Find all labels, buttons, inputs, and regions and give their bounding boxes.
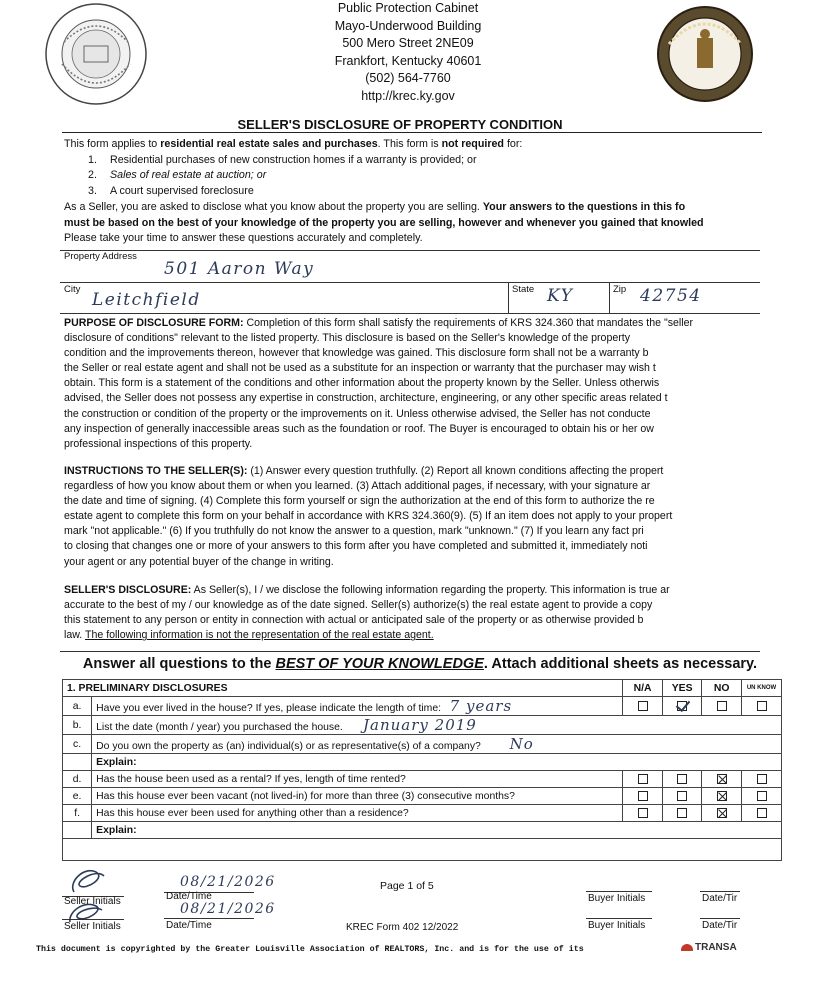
- section-title: 1. PRELIMINARY DISCLOSURES: [63, 680, 623, 697]
- table-row: [63, 805, 782, 822]
- question-cell: Have you ever lived in the house? If yes, please indicate the length of time: 7 years: [92, 697, 623, 716]
- agency-line: Public Protection Cabinet: [337, 1, 479, 15]
- checkbox-yes[interactable]: [662, 771, 702, 788]
- explain-field[interactable]: Explain:: [92, 822, 782, 839]
- commonwealth-of-kentucky-seal-icon: [655, 4, 755, 104]
- intro-line: must be based on the best of your knowledge of the property you are selling, however and whenever you gained that knowled: [64, 216, 704, 229]
- divider: [700, 891, 740, 892]
- copyright-notice: This document is copyrighted by the Greater Louisville Association of REALTORS, Inc. and is for the use of its: [36, 945, 584, 954]
- table-row: [63, 771, 782, 788]
- question-cell: Has this house ever been vacant (not lived-in) for more than three (3) consecutive months?: [92, 788, 623, 805]
- divider: [62, 919, 124, 920]
- preliminary-disclosures-table: [62, 679, 782, 861]
- question-cell: Do you own the property as (an) individual(s) or as representative(s) of a company? No: [92, 735, 782, 754]
- question-cell: Has the house been used as a rental? If yes, length of time rented?: [92, 771, 623, 788]
- checkbox-unknown[interactable]: [742, 771, 782, 788]
- city-label: City: [64, 284, 81, 295]
- date-time-label: Date/Time: [166, 891, 212, 902]
- agency-address-block: [290, 0, 526, 106]
- divider: [164, 918, 254, 919]
- row-letter: b.: [63, 716, 92, 735]
- answer-field[interactable]: 7 years: [449, 697, 513, 715]
- table-row: [63, 697, 782, 716]
- purpose-line: the construction or condition of the property or the improvements on it. Unless otherwise advised, the Seller has not conducte: [64, 407, 651, 420]
- table-row: [63, 822, 782, 839]
- agency-line: Mayo-Underwood Building: [334, 18, 482, 33]
- intro-line: This form applies to residential real estate sales and purchases. This form is not required for:: [64, 138, 523, 150]
- answer-field[interactable]: No: [509, 735, 534, 753]
- purpose-line: the Seller or real estate agent and shall not be used as a substitute for an inspection or warranty that the purchaser may wish t: [64, 362, 656, 375]
- checkbox-na[interactable]: [623, 771, 663, 788]
- divider: [62, 132, 762, 133]
- instructions-line: your agent or any potential buyer of the change in writing.: [64, 555, 334, 568]
- checkbox-na[interactable]: [623, 697, 663, 716]
- checkbox-unknown[interactable]: [742, 805, 782, 822]
- agency-line: 500 Mero Street 2NE09: [342, 36, 474, 51]
- answer-heading: Answer all questions to the BEST OF YOUR KNOWLEDGE. Attach additional sheets as necessary.: [82, 656, 758, 672]
- answer-field[interactable]: January 2019: [363, 716, 477, 734]
- checkbox-yes[interactable]: [662, 697, 702, 716]
- table-header-row: [63, 680, 782, 697]
- intro-line: Please take your time to answer these questions accurately and completely.: [64, 232, 423, 245]
- seller-initials-label: Seller Initials: [64, 921, 121, 932]
- table-row: [63, 839, 782, 861]
- exemption-list: [64, 153, 764, 200]
- seller-initials-label: Seller Initials: [64, 896, 121, 907]
- state-label: State: [512, 284, 535, 295]
- table-row: [63, 788, 782, 805]
- divider: [700, 918, 740, 919]
- purpose-line: any inspection of generally inaccessible areas such as the foundation or roof. The Buyer is encouraged to obtain his or her ow: [64, 422, 654, 435]
- list-item: 2. Sales of real estate at auction; or: [88, 169, 267, 182]
- purpose-paragraph: [64, 316, 764, 452]
- instructions-line: the date and time of signing. (4) Complete this form yourself or sign the authorization at the end of this form to authorize the re: [64, 495, 655, 508]
- agency-line: Frankfort, Kentucky 40601: [334, 53, 482, 68]
- table-row: [63, 716, 782, 735]
- seller-disclosure-paragraph: [64, 583, 764, 643]
- purpose-line: professional inspections of this property.: [64, 437, 253, 450]
- date-time-label: Date/Tir: [702, 920, 738, 931]
- instructions-line: mark "not applicable." (6) If you truthfully do not know the answer to a question, mark "unknown." (7) If you learn any fact pri: [64, 525, 644, 538]
- divider: [586, 918, 652, 919]
- purpose-line: obtain. This form is a statement of the conditions and other information about the property known by the Seller. Unless otherwis: [64, 377, 660, 390]
- row-letter: d.: [63, 771, 92, 788]
- checkbox-unknown[interactable]: [742, 788, 782, 805]
- date-time-label: Date/Time: [166, 920, 212, 931]
- date-time-field[interactable]: 08/21/2026: [180, 874, 276, 890]
- instructions-paragraph: [64, 464, 764, 570]
- table-row: [63, 735, 782, 754]
- agency-line: (502) 564-7760: [365, 71, 451, 86]
- divider: [609, 282, 610, 313]
- column-header-yes: YES: [662, 680, 702, 697]
- explain-field[interactable]: Explain:: [92, 754, 782, 771]
- date-time-label: Date/Tir: [702, 893, 738, 904]
- divider: [60, 651, 760, 652]
- form-id: KREC Form 402 12/2022: [346, 922, 459, 933]
- divider: [508, 282, 509, 313]
- agency-url[interactable]: http://krec.ky.gov: [361, 88, 455, 103]
- checkbox-na[interactable]: [623, 805, 663, 822]
- intro-line: As a Seller, you are asked to disclose what you know about the property you are selling. Your answers to the questions in this fo: [64, 200, 686, 213]
- state-field[interactable]: KY: [547, 286, 574, 306]
- instructions-line: to closing that changes one or more of your answers to this form after you have completed and submitted it, immediately noti: [64, 540, 648, 553]
- divider: [586, 891, 652, 892]
- seller-initials-signature-icon: [66, 862, 110, 898]
- checkbox-no[interactable]: [702, 771, 742, 788]
- kentucky-real-estate-authority-seal-icon: [44, 2, 148, 106]
- disclosure-line: accurate to the best of my / our knowledge as of the date signed. Seller(s) authorize(s) the real estate agent to provide a copy: [64, 599, 653, 612]
- brand-icon: [681, 944, 693, 951]
- property-address-field[interactable]: 501 Aaron Way: [164, 259, 315, 279]
- purpose-line: PURPOSE OF DISCLOSURE FORM: Completion of this form shall satisfy the requirements of KRS 324.360 that mandates the "seller: [64, 317, 694, 329]
- purpose-line: disclosure of conditions" relevant to the listed property. This disclosure is based on the Seller's knowledge of the property: [64, 332, 630, 345]
- divider: [60, 250, 760, 251]
- column-header-no: NO: [702, 680, 742, 697]
- buyer-initials-label: Buyer Initials: [588, 893, 646, 904]
- list-item: 1. Residential purchases of new construction homes if a warranty is provided; or: [88, 153, 477, 166]
- disclosure-line: law. The following information is not the representation of the real estate agent.: [64, 629, 434, 642]
- table-row: [63, 754, 782, 771]
- intro-text: [64, 137, 764, 247]
- checkbox-na[interactable]: [623, 788, 663, 805]
- row-letter: [63, 822, 92, 839]
- disclosure-line: SELLER'S DISCLOSURE: As Seller(s), I / we disclose the following information regarding the property. This information is true ar: [64, 584, 670, 596]
- row-letter: f.: [63, 805, 92, 822]
- checkbox-yes[interactable]: [662, 788, 702, 805]
- row-letter: [63, 754, 92, 771]
- purpose-line: condition and the improvements thereon, however that knowledge was gained. This disclosure form shall not be a warranty b: [64, 347, 649, 360]
- column-header-unknown: UN KNOW: [742, 680, 782, 697]
- zip-label: Zip: [613, 284, 627, 295]
- row-letter: a.: [63, 697, 92, 716]
- question-cell: List the date (month / year) you purchased the house. January 2019: [92, 716, 782, 735]
- checkbox-unknown[interactable]: [742, 697, 782, 716]
- instructions-line: estate agent to complete this form on your behalf in accordance with KRS 324.360(9). (5) If an item does not apply to your propert: [64, 510, 673, 523]
- property-address-label: Property Address: [64, 251, 137, 262]
- column-header-na: N/A: [623, 680, 663, 697]
- page-number: Page 1 of 5: [380, 880, 434, 892]
- instructions-line: INSTRUCTIONS TO THE SELLER(S): (1) Answer every question truthfully. (2) Report all known conditions affecting the propert: [64, 465, 664, 477]
- empty-row: [63, 839, 782, 861]
- list-item: 3. A court supervised foreclosure: [88, 185, 254, 198]
- buyer-initials-label: Buyer Initials: [588, 920, 646, 931]
- row-letter: c.: [63, 735, 92, 754]
- purpose-line: advised, the Seller does not possess any expertise in construction, architecture, engineering, or any other specific areas related t: [64, 392, 668, 405]
- checkbox-no[interactable]: [702, 805, 742, 822]
- question-cell: Has this house ever been used for anything other than a residence?: [92, 805, 623, 822]
- row-letter: e.: [63, 788, 92, 805]
- instructions-line: regardless of how you know about them or when you learned. (3) Attach additional pages, if necessary, with your signature ar: [64, 480, 651, 493]
- date-time-field[interactable]: 08/21/2026: [180, 901, 276, 917]
- checkbox-no[interactable]: [702, 788, 742, 805]
- divider: [60, 313, 760, 314]
- brand-logo: TRANSA: [681, 942, 737, 953]
- checkbox-yes[interactable]: [662, 805, 702, 822]
- city-field[interactable]: Leitchfield: [92, 290, 201, 310]
- checkbox-no[interactable]: [702, 697, 742, 716]
- disclosure-line: this statement to any person or entity in connection with actual or anticipated sale of the property or as otherwise provided b: [64, 614, 644, 627]
- divider: [60, 282, 760, 283]
- zip-field[interactable]: 42754: [640, 286, 702, 306]
- form-title: SELLER'S DISCLOSURE OF PROPERTY CONDITION: [237, 117, 563, 132]
